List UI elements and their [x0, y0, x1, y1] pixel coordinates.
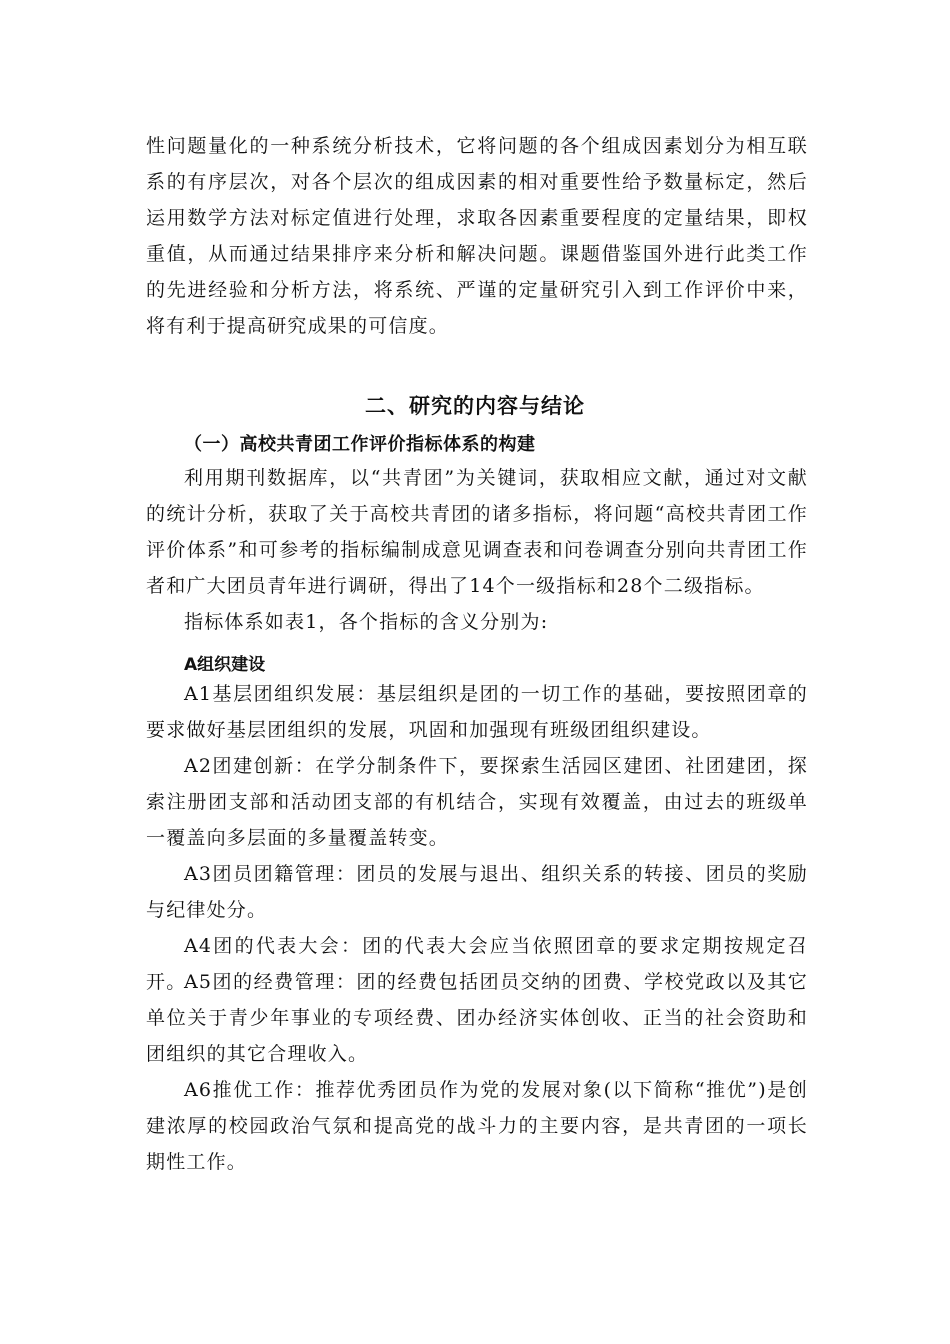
table-reference-paragraph: 指标体系如表1，各个指标的含义分别为: [184, 611, 549, 633]
intro-paragraph: 性问题量化的一种系统分析技术，它将问题的各个组成因素划分为相互联系的有序层次，对各个层次的组成因素的相对重要性给予数量标定，然后运用数学方法对标定值进行处理，求取各因素重要程度的定量结果，即权重值，从而通过结果排序来分析和解决问题。课题借鉴国外进行此类工作的先进经验和分析方法，将系统、严谨的定量研究引入到工作评价中来，将有利于提高研究成果的可信度。 [146, 135, 808, 337]
item-a5-paragraph: A5团的经费管理：团的经费包括团员交纳的团费、学校党政以及其它单位关于青少年事业的专项经费、团办经济实体创收、正当的社会资助和团组织的其它合理收入。 [146, 971, 808, 1065]
item-a1-paragraph: A1基层团组织发展：基层组织是团的一切工作的基础，要按照团章的要求做好基层团组织的发展，巩固和加强现有班级团组织建设。 [146, 683, 808, 741]
item-a2-paragraph: A2团建创新：在学分制条件下，要探索生活园区建团、社团建团，探索注册团支部和活动团支部的有机结合，实现有效覆盖，由过去的班级单一覆盖向多层面的多量覆盖转变。 [146, 755, 808, 849]
category-heading: A组织建设 [184, 655, 266, 675]
item-a6-paragraph: A6推优工作：推荐优秀团员作为党的发展对象(以下简称“推优”)是创建浓厚的校园政治气氛和提高党的战斗力的主要内容，是共青团的一项长期性工作。 [146, 1079, 808, 1173]
item-a4-paragraph: A4团的代表大会：团的代表大会应当依照团章的要求定期按规定召开。 [146, 935, 808, 993]
section-heading: 二、研究的内容与结论 [365, 394, 585, 418]
subsection-heading: （一）高校共青团工作评价指标体系的构建 [184, 434, 536, 455]
item-a3-paragraph: A3团员团籍管理：团员的发展与退出、组织关系的转接、团员的奖励与纪律处分。 [146, 863, 808, 921]
method-paragraph: 利用期刊数据库，以“共青团”为关键词，获取相应文献，通过对文献的统计分析，获取了关于高校共青团的诸多指标，将问题“高校共青团工作评价体系”和可参考的指标编制成意见调查表和问卷调查分别向共青团工作者和广大团员青年进行调研，得出了14个一级指标和28个二级指标。 [146, 467, 808, 597]
